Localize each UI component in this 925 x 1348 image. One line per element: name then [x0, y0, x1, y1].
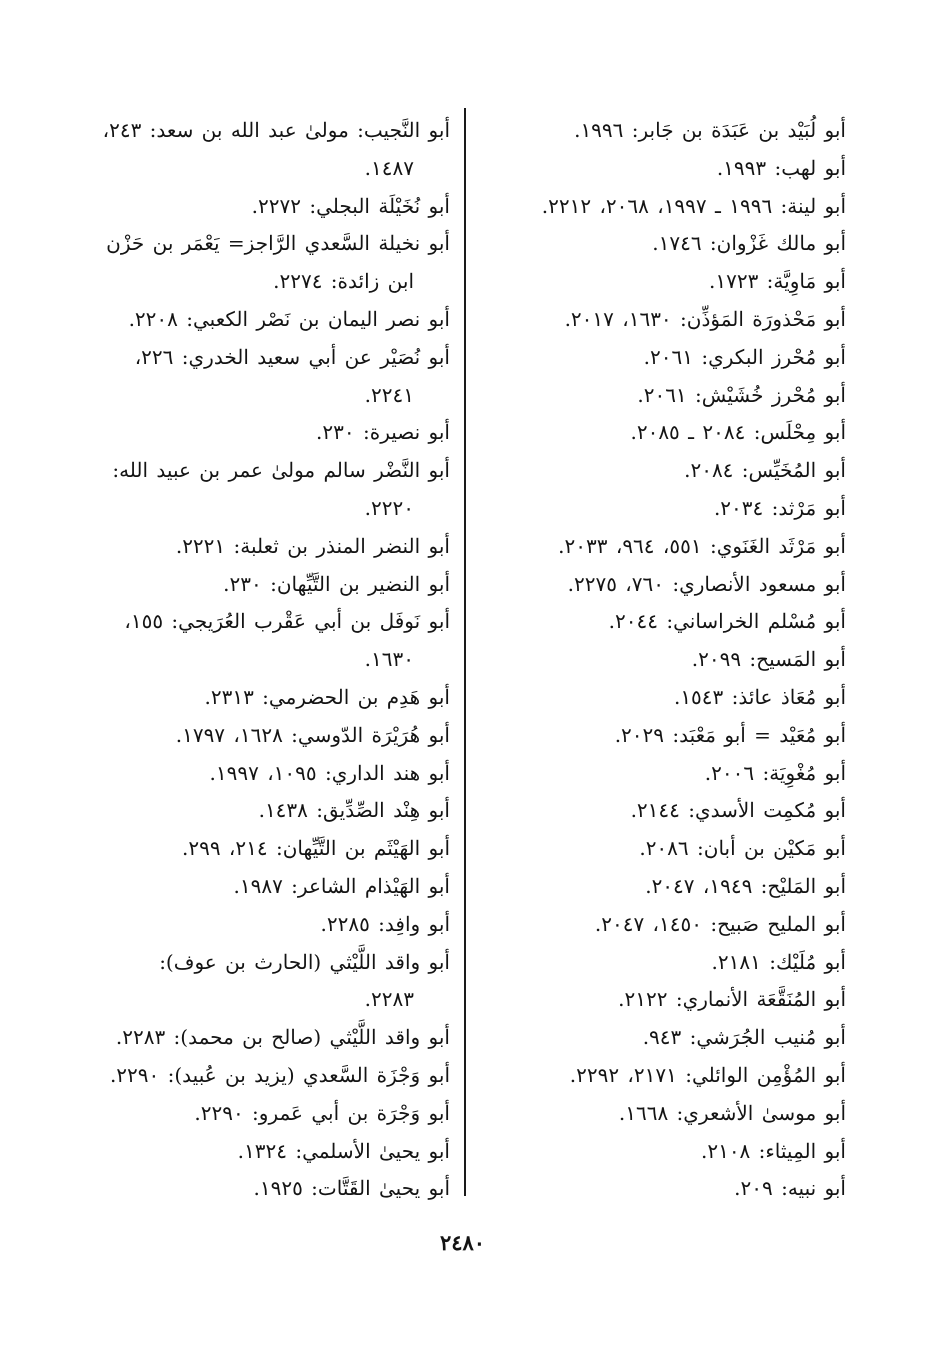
- column-divider: [464, 108, 466, 1196]
- index-entry-text: أبو مالك غَزْوان: ١٧٤٦.: [652, 231, 846, 256]
- index-entry-text: أبو مَرْثَد الغَنَوي: ٥٥١، ٩٦٤، ٢٠٣٣.: [558, 533, 846, 558]
- index-entry: [470, 830, 846, 868]
- index-entry-text: أبو لهب: ١٩٩٣.: [716, 155, 846, 180]
- index-entry: [470, 1057, 846, 1095]
- index-entry-text: أبو هِنْد الصِّدِّيق: ١٤٣٨.: [258, 798, 450, 823]
- index-entry: [74, 717, 450, 755]
- index-entry-text: أبو واقد اللَّيْثي (الحارث بن عوف):: [159, 949, 450, 974]
- index-entry: [470, 906, 846, 944]
- index-entry: [470, 490, 846, 528]
- index-entry: [74, 944, 450, 1020]
- index-entry: [470, 377, 846, 415]
- index-entry: [470, 603, 846, 641]
- index-entry-text: أبو واقد اللَّيْثي (صالح بن محمد): ٢٢٨٣.: [115, 1025, 450, 1050]
- index-entry-continuation: ٢٢٨٣.: [364, 987, 414, 1012]
- index-entry: [470, 339, 846, 377]
- index-entry-text: أبو مُلَيْك: ٢١٨١.: [711, 949, 846, 974]
- index-entry: [470, 414, 846, 452]
- index-entry-text: أبو هَدِم بن الحضرمي: ٢٣١٣.: [204, 684, 450, 709]
- index-entry: [74, 830, 450, 868]
- index-entry-continuation: ١٤٨٧.: [364, 155, 414, 180]
- index-entry-text: أبو الهَيْثَم بن التَّيِّهان: ٢١٤، ٢٩٩.: [181, 836, 450, 861]
- index-entry: [74, 414, 450, 452]
- index-entry-text: أبو النَّجيب: مولىٰ عبد الله بن سعد: ٢٤٣،: [102, 118, 450, 142]
- index-entry: [74, 301, 450, 339]
- index-entry-continuation: ابن زائدة: ٢٢٧٤.: [273, 269, 414, 294]
- index-entry-text: أبو مَكيْن بن أبان: ٢٠٨٦.: [639, 836, 846, 861]
- index-entry-text: أبو وَجْرَة بن أبي عَمرو: ٢٢٩٠.: [194, 1100, 450, 1125]
- index-entry: [74, 1170, 450, 1208]
- index-entry-text: أبو نُصَيْر عن أبي سعيد الخدري: ٢٢٦،: [134, 344, 450, 369]
- index-entry-text: أبو مَاوِيَّة: ١٧٢٣.: [709, 269, 846, 294]
- index-entry-text: أبو مَرْثد: ٢٠٣٤.: [713, 495, 846, 520]
- index-entry: [74, 1095, 450, 1133]
- index-entry: [74, 868, 450, 906]
- index-entry: [470, 1019, 846, 1057]
- left-column: [74, 112, 450, 1208]
- index-entry-text: أبو المَليْح: ١٩٤٩، ٢٠٤٧.: [645, 873, 846, 898]
- index-entry-text: أبو المُؤْمِن الوائلي: ٢١٧١، ٢٢٩٢.: [569, 1062, 846, 1087]
- index-entry-text: أبو نبيه: ٢٠٩.: [734, 1176, 846, 1201]
- index-entry: [470, 112, 846, 150]
- index-entry-text: أبو مُسْلم الخراساني: ٢٠٤٤.: [608, 609, 846, 634]
- index-entry: [74, 906, 450, 944]
- index-entry-text: أبو المَسيح: ٢٠٩٩.: [691, 647, 846, 672]
- index-entry: [470, 792, 846, 830]
- index-entry-text: أبو مِحْلَس: ٢٠٨٤ ـ ٢٠٨٥.: [630, 420, 846, 445]
- index-entry-text: أبو لينة: ١٩٩٦ ـ ١٩٩٧، ٢٠٦٨، ٢٢١٢.: [541, 193, 846, 218]
- index-entry: [74, 1133, 450, 1171]
- index-entry-text: أبو مُعَاذ عائذ: ١٥٤٣.: [673, 684, 846, 709]
- index-entry-text: أبو موسىٰ الأشعري: ١٦٦٨.: [618, 1100, 846, 1125]
- index-entry: [74, 755, 450, 793]
- index-entry: [470, 263, 846, 301]
- index-entry: [74, 1019, 450, 1057]
- index-entry: [470, 944, 846, 982]
- index-entry: [470, 641, 846, 679]
- index-entry-text: أبو يحيىٰ القَتَّات: ١٩٢٥.: [253, 1176, 450, 1201]
- index-entry: [74, 679, 450, 717]
- index-entry-text: أبو مُحْرز خُشَيْش: ٢٠٦١.: [637, 382, 846, 407]
- page-number: ٢٤٨٠: [439, 1230, 486, 1255]
- index-entry: [470, 981, 846, 1019]
- index-entry: [470, 452, 846, 490]
- index-entry: [470, 528, 846, 566]
- index-entry-continuation: ٢٢٤١.: [364, 382, 414, 407]
- index-entry: [470, 755, 846, 793]
- index-entry-text: أبو الهَيْذام الشاعر: ١٩٨٧.: [233, 873, 450, 898]
- index-entry-text: أبو وَجْزَة السَّعدي (يزيد بن عُبيد): ٢٢٩٠.: [109, 1062, 450, 1087]
- index-entry-text: أبو مُغْوِيَة: ٢٠٠٦.: [704, 760, 846, 785]
- index-entry-text: أبو نصيرة: ٢٣٠.: [316, 420, 450, 445]
- index-entry-text: أبو نُخَيْلَة البجلي: ٢٢٧٢.: [251, 193, 450, 218]
- index-entry-text: أبو وافِد: ٢٢٨٥.: [320, 911, 450, 936]
- index-entry-text: أبو مُحْرز البكري: ٢٠٦١.: [643, 344, 846, 369]
- index-entry: [470, 868, 846, 906]
- index-entry: [470, 1095, 846, 1133]
- index-entry-text: أبو مَحْذورَة المَؤذِّن: ١٦٣٠، ٢٠١٧.: [564, 306, 846, 331]
- index-entry-text: أبو مسعود الأنصاري: ٧٦٠، ٢٢٧٥.: [567, 571, 846, 596]
- right-column: [470, 112, 846, 1208]
- index-entry: [470, 188, 846, 226]
- index-entry-continuation: ٢٢٢٠.: [364, 495, 414, 520]
- index-entry: [470, 150, 846, 188]
- index-entry-text: أبو يحيىٰ الأسلمي: ١٣٢٤.: [237, 1138, 450, 1163]
- index-entry-text: أبو المُخَيِّس: ٢٠٨٤.: [684, 458, 846, 483]
- index-entry-text: أبو المُنَقَّعَة الأنماري: ٢١٢٢.: [618, 987, 846, 1012]
- index-entry: [470, 717, 846, 755]
- index-entry: [470, 1133, 846, 1171]
- index-entry: [74, 452, 450, 528]
- index-entry-text: أبو المليح صَبيح: ١٤٥٠، ٢٠٤٧.: [594, 911, 846, 936]
- index-entry: [470, 225, 846, 263]
- index-entry: [74, 339, 450, 415]
- index-entry-text: أبو هند الداري: ١٠٩٥، ١٩٩٧.: [209, 760, 450, 785]
- index-entry: [470, 566, 846, 604]
- index-entry-text: أبو لُبَيْد بن عَبَدَة بن جَابر: ١٩٩٦.: [574, 118, 846, 142]
- index-entry: [74, 1057, 450, 1095]
- index-entry-text: أبو نخيلة السَّعدي الرَّاجز= يَعْمَر بن حَزْن: [106, 231, 450, 256]
- index-entry: [74, 603, 450, 679]
- index-entry: [470, 679, 846, 717]
- index-entry-continuation: ١٦٣٠.: [364, 647, 414, 672]
- index-entry: [74, 528, 450, 566]
- index-entry-text: أبو مُنيب الجُرَشي: ٩٤٣.: [642, 1025, 846, 1050]
- index-entry-text: أبو مُكمِت الأسدي: ٢١٤٤.: [630, 798, 846, 823]
- index-entry-text: أبو النضير بن التَّيِّهان: ٢٣٠.: [223, 571, 450, 596]
- index-entry: [74, 112, 450, 188]
- index-entry-text: أبو مُعَيْد = أبو مَعْبَد: ٢٠٢٩.: [614, 722, 846, 747]
- index-entry: [74, 566, 450, 604]
- index-entry-text: أبو هُرَيْرَة الدّوسي: ١٦٢٨، ١٧٩٧.: [175, 722, 450, 747]
- index-entry: [74, 188, 450, 226]
- index-entry: [470, 1170, 846, 1208]
- index-entry-text: أبو نَوفَل بن أبي عَقْرب العُرَيجي: ١٥٥،: [124, 609, 450, 634]
- index-entry-text: أبو نصر اليمان بن نَصْر الكعبي: ٢٢٠٨.: [128, 306, 450, 331]
- index-entry: [74, 225, 450, 301]
- index-entry: [74, 792, 450, 830]
- index-entry-text: أبو النضر المنذر بن ثعلبة: ٢٢٢١.: [175, 533, 450, 558]
- index-entry-text: أبو النَّضْر سالم مولىٰ عمر بن عبيد الله:: [112, 458, 450, 483]
- index-entry: [470, 301, 846, 339]
- index-entry-text: أبو المِيثاء: ٢١٠٨.: [700, 1138, 846, 1163]
